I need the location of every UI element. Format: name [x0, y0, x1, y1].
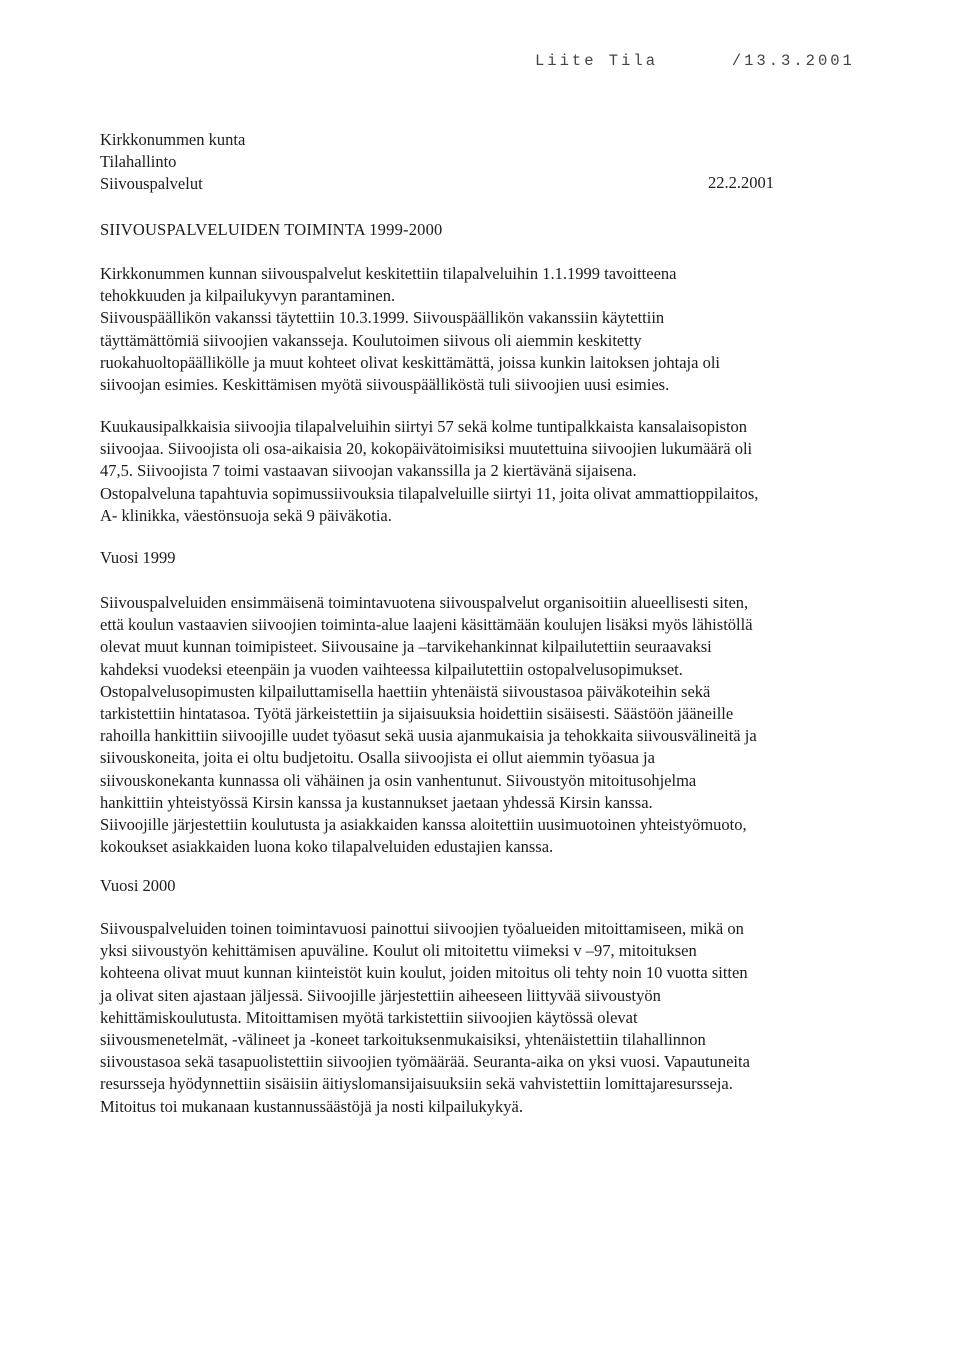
text-line: resursseja hyödynnettiin sisäisiin äitiyslomansijaisuuksiin sekä vahvistettiin lomittajaresursseja. [100, 1074, 733, 1094]
document-date: 22.2.2001 [708, 173, 774, 192]
text-line: että koulun vastaavien siivoojien toiminta-alue laajeni käsittämään koulujen lisäksi myös lähistöllä [100, 615, 753, 635]
document-title: SIIVOUSPALVELUIDEN TOIMINTA 1999-2000 [100, 220, 443, 239]
text-line: Siivouspäällikön vakanssi täytettiin 10.3.1999. Siivouspäällikön vakanssiin käytettiin [100, 308, 665, 328]
text-line: siivouskoneita, joita ei oltu budjetoitu. Osalla siivoojista ei ollut aiemmin työasua ja [100, 748, 655, 768]
text-line: siivousmenetelmät, -välineet ja -koneet tarkoituksenmukaisiksi, yhtenäistettiin tilahallinnon [100, 1030, 706, 1050]
text-line: kahdeksi vuodeksi eteenpäin ja vuoden vaihteessa kilpailutettiin ostopalvelusopimukset. [100, 659, 683, 679]
text-line: täyttämättömiä siivoojien vakansseja. Koulutoimen siivous oli aiemmin keskitetty [100, 330, 642, 350]
staff-paragraph [100, 416, 840, 527]
org-line-3: Siivouspalvelut [100, 174, 203, 193]
text-line: yksi siivoustyön kehittämisen apuväline. Koulut oli mitoitettu viimeksi v –97, mitoituksen [100, 941, 697, 961]
text-line: Ostopalvelusopimusten kilpailuttamisella haettiin yhtenäistä siivoustasoa päiväkoteihin sekä [100, 681, 711, 701]
text-line: siivoojan esimies. Keskittämisen myötä siivouspäälliköstä tuli siivoojien uusi esimies. [100, 375, 670, 395]
text-line: olevat muut kunnan toimipisteet. Siivousaine ja –tarvikehankinnat kilpailutettiin seuraavaksi [100, 637, 712, 657]
text-line: tarkistettiin hintatasoa. Työtä järkeistettiin ja sijaisuuksia hoidettiin sisäisesti. Säästöön jääneille [100, 704, 734, 724]
stamp-right: /13.3.2001 [731, 52, 855, 70]
text-line: siivoustasoa sekä tasapuolistettiin siivoojien työmäärää. Seuranta-aika on yksi vuosi. Vapautuneita [100, 1052, 750, 1072]
text-line: kehittämiskoulutusta. Mitoittamisen myötä tarkistettiin siivoojien käytössä olevat [100, 1007, 638, 1027]
text-line: Kuukausipalkkaisia siivoojia tilapalveluihin siirtyi 57 sekä kolme tuntipalkkaista kansalaisopiston [100, 417, 748, 436]
text-line: Siivouspalveluiden ensimmäisenä toimintavuotena siivouspalvelut organisoitiin alueellisesti siten, [100, 593, 749, 612]
org-line-1: Kirkkonummen kunta [100, 130, 246, 149]
paragraph-1999 [100, 592, 840, 858]
text-line: tehokkuuden ja kilpailukyvyn parantaminen. [100, 286, 396, 306]
text-line: Siivoojille järjestettiin koulutusta ja asiakkaiden kanssa aloitettiin uusimuotoinen yhteistyömuoto, [100, 815, 747, 835]
org-line-2: Tilahallinto [100, 152, 177, 171]
section-heading-2000: Vuosi 2000 [100, 876, 176, 895]
intro-paragraph [100, 263, 840, 396]
text-line: siivoojaa. Siivoojista oli osa-aikaisia 20, kokopäivätoimisiksi muutettuina siivoojien lukumäärä oli [100, 439, 753, 459]
text-line: ruokahuoltopäällikölle ja muut kohteet olivat keskittämättä, joissa kunkin laitoksen johtaja oli [100, 352, 720, 372]
text-line: 47,5. Siivoojista 7 toimi vastaavan siivoojan vakanssilla ja 2 kiertävänä sijaisena. [100, 461, 637, 481]
text-line: Kirkkonummen kunnan siivouspalvelut keskitettiin tilapalveluihin 1.1.1999 tavoitteena [100, 264, 677, 283]
text-line: A- klinikka, väestönsuoja sekä 9 päiväkotia. [100, 505, 392, 525]
text-line: Mitoitus toi mukanaan kustannussäästöjä ja nosti kilpailukykyä. [100, 1096, 523, 1116]
text-line: kohteena olivat muut kunnan kiinteistöt kuin koulut, joiden mitoitus oli tehty noin 10 vuotta sitten [100, 963, 748, 983]
text-line: rahoilla hankittiin siivoojille uudet työasut sekä uusia ajanmukaisia ja tehokkaita siivousvälineitä ja [100, 726, 757, 746]
text-line: siivouskonekanta kunnassa oli vähäinen ja osin vanhentunut. Siivoustyön mitoitusohjelma [100, 770, 697, 790]
text-line: kokoukset asiakkaiden luona koko tilapalveluiden edustajien kanssa. [100, 837, 554, 857]
text-line: Ostopalveluna tapahtuvia sopimussiivouksia tilapalveluille siirtyi 11, joita olivat ammattioppilaitos, [100, 483, 759, 503]
paragraph-2000 [100, 918, 840, 1118]
stamp-left: Liite Tila [535, 52, 659, 70]
section-heading-1999: Vuosi 1999 [100, 548, 176, 567]
text-line: Siivouspalveluiden toinen toimintavuosi painottui siivoojien työalueiden mitoittamiseen, mikä on [100, 919, 744, 938]
attachment-stamp [535, 52, 855, 70]
text-line: ja olivat siten ajastaan jäljessä. Siivoojille järjestettiin aiheeseen liittyvää siivoustyön [100, 985, 661, 1005]
text-line: hankittiin yhteistyössä Kirsin kanssa ja kustannukset jaetaan yhdessä Kirsin kanssa. [100, 792, 653, 812]
